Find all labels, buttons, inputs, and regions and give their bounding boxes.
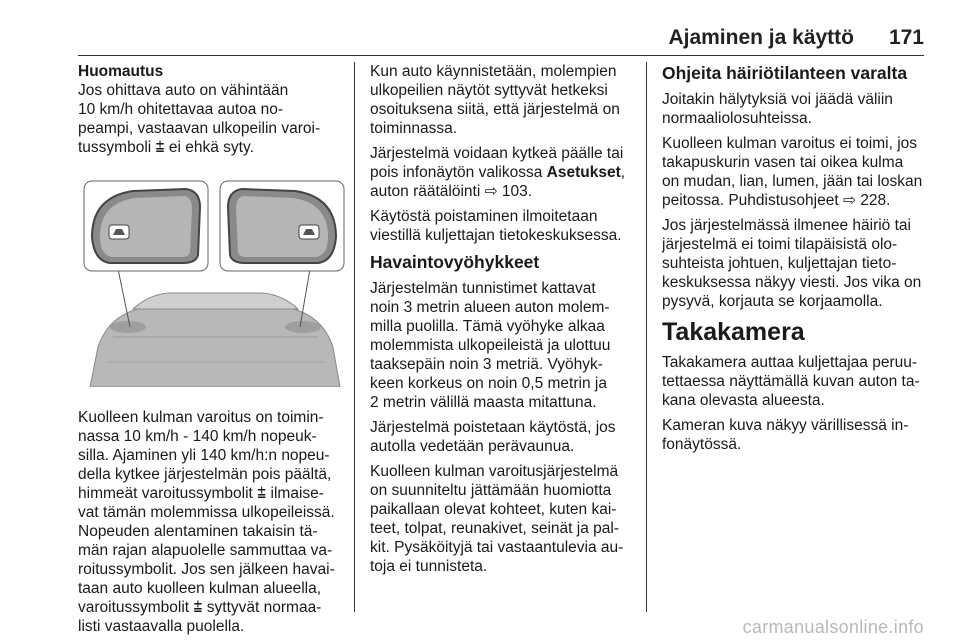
text-line: viestillä kuljettajan tietokeskuksessa. — [370, 227, 622, 244]
text-line: autolla vedetään perävaunua. — [370, 438, 575, 455]
car-rear-illustration — [90, 293, 340, 387]
text-line: Kuolleen kulman varoitus on toimin- — [78, 409, 324, 426]
text-line: taan auto kuolleen kulman alueella, — [78, 580, 322, 597]
paragraph — [370, 207, 634, 245]
right-mirror-illustration — [220, 181, 344, 271]
text-line: della kytkee järjestelmän pois päältä, — [78, 466, 332, 483]
page-reference: auton räätälöinti ⇨ 103. — [370, 183, 533, 200]
text-line: pysyvä, korjauta se korjaamolla. — [662, 293, 883, 310]
text-line: Järjestelmä voidaan kytkeä päälle tai — [370, 145, 624, 162]
text-line: roitussymbolit. Jos sen jälkeen havai- — [78, 561, 335, 578]
text-line: Käytöstä poistaminen ilmoitetaan — [370, 208, 598, 225]
text-line: noin 3 metrin alueen auton molem- — [370, 299, 610, 316]
text-line: tettaessa näyttämällä kuvan auton ta- — [662, 373, 920, 390]
text-line: Järjestelmän tunnistimet kattavat — [370, 280, 596, 297]
text-line: on suunniteltu jättämään huomiotta — [370, 482, 612, 499]
column-1 — [78, 62, 350, 642]
paragraph — [370, 144, 634, 201]
text-line: taaksepäin noin 3 metriä. Vyöhyk- — [370, 356, 603, 373]
column-3 — [662, 62, 930, 460]
text-line: peampi, vastaavan ulkopeilin varoi- — [78, 120, 321, 137]
text-line: Kuolleen kulman varoitusjärjestelmä — [370, 463, 619, 480]
menu-name-settings: Asetukset — [546, 164, 621, 181]
text-line: keen korkeus on noin 0,5 metrin ja — [370, 375, 607, 392]
text-line: järjestelmä ei toimi tilapäisistä olo- — [662, 236, 898, 253]
paragraph — [662, 353, 930, 410]
text-line: suhteista johtuen, kuljettajan tieto- — [662, 255, 897, 272]
section-title: Havaintovyöhykkeet — [370, 252, 540, 272]
text-line: 2 metrin välillä maasta mitattuna. — [370, 394, 597, 411]
paragraph — [370, 279, 634, 412]
text-line: himmeät varoitussymbolit ⩲ ilmaise- — [78, 485, 324, 502]
text-line: keskuksessa näkyy viesti. Jos vika on — [662, 274, 922, 291]
header-divider — [78, 55, 924, 56]
text-line: kana olevasta alueesta. — [662, 392, 825, 409]
paragraph — [370, 462, 634, 576]
paragraph — [370, 418, 634, 456]
text-line: Joitakin hälytyksiä voi jäädä väliin — [662, 91, 893, 108]
column-divider-1 — [354, 62, 355, 612]
text-line: paikallaan olevat kohteet, kuten kai- — [370, 501, 617, 518]
text-line: peitossa. Puhdistusohjeet ⇨ 228. — [662, 192, 891, 209]
note-title: Huomautus — [78, 63, 164, 80]
text-line: normaaliolosuhteissa. — [662, 110, 812, 127]
paragraph — [662, 416, 930, 454]
text-line: Järjestelmä poistetaan käytöstä, jos — [370, 419, 616, 436]
text-line: osoituksena siitä, että järjestelmä on — [370, 101, 620, 118]
text-line: Jos ohittava auto on vähintään — [78, 82, 289, 99]
text-line: toiminnassa. — [370, 120, 458, 137]
text-line: tussymboli ⩲ ei ehkä syty. — [78, 139, 254, 156]
text-line: Kameran kuva näkyy värillisessä in- — [662, 417, 909, 434]
text-line: kit. Pysäköityjä tai vastaantulevia au- — [370, 539, 624, 556]
text-line: toja ei tunnisteta. — [370, 558, 488, 575]
paragraph — [370, 62, 634, 138]
chapter-title: Ajaminen ja käyttö — [668, 26, 854, 49]
text-line: ulkopeilien näytöt syttyvät hetkeksi — [370, 82, 608, 99]
paragraph — [78, 408, 350, 636]
text-line: fonäytössä. — [662, 436, 742, 453]
text-line: listi vastaavalla puolella. — [78, 618, 245, 635]
text-line: varoitussymbolit ⩲ syttyvät normaa- — [78, 599, 322, 616]
left-mirror-illustration — [84, 181, 208, 271]
text-line: vat tämän molemmissa ulkopeileissä. — [78, 504, 335, 521]
text-line: 10 km/h ohitettavaa autoa no- — [78, 101, 284, 118]
text-fragment: , — [620, 164, 626, 181]
text-line: Nopeuden alentaminen takaisin tä- — [78, 523, 318, 540]
column-2 — [370, 62, 634, 582]
text-line: Jos järjestelmässä ilmenee häiriö tai — [662, 217, 911, 234]
column-divider-2 — [646, 62, 647, 612]
text-line: molemmista ulkopeileistä ja ulottuu — [370, 337, 611, 354]
watermark: carmanualsonline.info — [742, 617, 924, 637]
page-number: 171 — [888, 26, 924, 49]
text-line: män rajan alapuolelle sammuttaa va- — [78, 542, 333, 559]
text-line: pois infonäytön valikossa — [370, 164, 547, 181]
text-line: Kuolleen kulman varoitus ei toimi, jos — [662, 135, 918, 152]
text-line: milla puolilla. Tämä vyöhyke alkaa — [370, 318, 605, 335]
text-line: Kun auto käynnistetään, molempien — [370, 63, 617, 80]
text-line: silla. Ajaminen yli 140 km/h:n nopeu- — [78, 447, 330, 464]
text-line: Takakamera auttaa kuljettajaa peruu- — [662, 354, 918, 371]
paragraph — [662, 90, 930, 128]
section-title: Ohjeita häiriötilanteen varalta — [662, 63, 908, 83]
note-text — [78, 81, 350, 157]
text-line: on mudan, lian, lumen, jään tai loskan — [662, 173, 923, 190]
paragraph — [662, 216, 930, 311]
chapter-section-title: Takakamera — [662, 318, 805, 346]
page-header — [0, 26, 960, 52]
side-mirrors-illustration — [78, 177, 350, 387]
paragraph — [662, 134, 930, 210]
text-line: teet, tolpat, reunakivet, seinät ja pal- — [370, 520, 620, 537]
text-line: takapuskurin vasen tai oikea kulma — [662, 154, 904, 171]
text-line: nassa 10 km/h - 140 km/h nopeuk- — [78, 428, 317, 445]
